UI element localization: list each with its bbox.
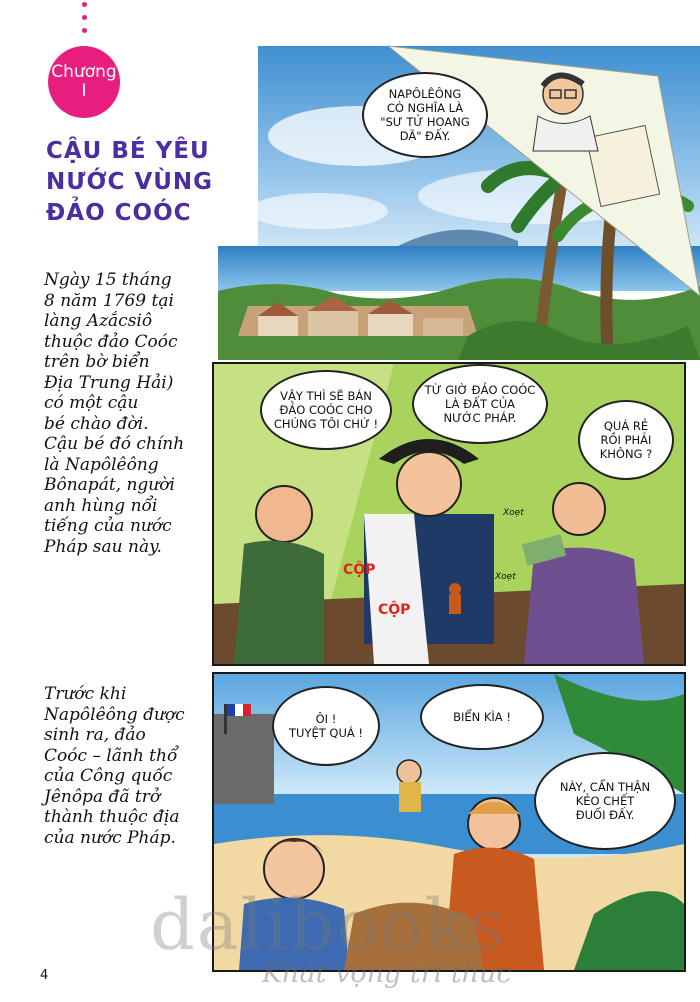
text-line: Pháp sau này. <box>44 536 162 557</box>
text-line: Ngày 15 tháng <box>44 270 172 290</box>
text-line: 8 năm 1769 tại <box>44 290 174 311</box>
speech-bubble-wow <box>272 686 380 766</box>
bubble-line: KHÔNG ? <box>599 447 653 461</box>
speech-bubble-careful <box>534 752 676 850</box>
chapter-title <box>46 136 216 229</box>
watermark-logo: dalibooks <box>150 884 507 966</box>
intro-paragraph <box>44 270 214 557</box>
bubble-line: TỪ GIỜ ĐẢO COÓC <box>424 383 536 397</box>
decorative-dots <box>82 2 88 41</box>
bubble-line: KẺO CHẾT <box>575 794 635 808</box>
speech-bubble-from-now <box>412 364 548 444</box>
bubble-line: ĐẢO COÓC CHO <box>279 403 373 417</box>
text-line: Bônapát, người <box>44 475 175 495</box>
text-line: Jênôpa đã trở <box>44 786 161 807</box>
bubble-line: ĐUỐI ĐẤY. <box>575 808 635 822</box>
text-line: Cậu bé đó chính <box>44 434 185 454</box>
text-line: Địa Trung Hải) <box>44 372 174 393</box>
title-line: NƯỚC VÙNG <box>46 169 214 195</box>
text-line: tiếng của nước <box>44 516 172 536</box>
text-line: thuộc đảo Coóc <box>44 331 178 352</box>
bubble-line: CÓ NGHĨA LÀ <box>386 101 464 115</box>
bubble-line: BIỂN KÌA ! <box>453 710 511 724</box>
bubble-line: TUYỆT QUÁ ! <box>288 726 363 740</box>
bubble-line: RỒI PHẢI <box>600 433 652 447</box>
bubble-line: NAPÔLÊÔNG <box>388 87 462 101</box>
bubble-line: ÔI ! <box>315 712 337 726</box>
bubble-line: NÀY, CẨN THẬN <box>559 780 651 794</box>
rustle-sound-2: Xoẹt <box>495 572 516 582</box>
bubble-line: VẬY THÌ SẼ BÁN <box>280 389 372 403</box>
speech-bubble-sell <box>260 370 392 450</box>
speech-bubble-cheap <box>578 400 674 480</box>
text-line: Trước khi <box>44 684 127 704</box>
bubble-line: DÃ" ĐẤY. <box>399 129 451 143</box>
text-line: Napôlêông được <box>44 704 185 725</box>
chapter-word: Chương <box>51 62 117 82</box>
title-line: CẬU BÉ YÊU <box>46 138 210 164</box>
chapter-badge <box>48 46 120 118</box>
text-line: của nước Pháp. <box>44 827 176 848</box>
text-line: thành thuộc địa <box>44 807 180 827</box>
chapter-number: I <box>81 81 87 101</box>
speech-bubble-sea <box>420 684 544 750</box>
history-paragraph <box>44 684 214 848</box>
text-line: Coóc – lãnh thổ <box>44 745 178 766</box>
page-number: 4 <box>40 968 49 983</box>
rustle-sound-1: Xoẹt <box>503 508 524 518</box>
bubble-line: NƯỚC PHÁP. <box>443 411 517 425</box>
text-line: của Công quốc <box>44 766 173 786</box>
bubble-line: CHÚNG TÔI CHỨ ! <box>273 417 379 431</box>
text-line: bé chào đời. <box>44 413 149 434</box>
text-line: làng Azắcsiô <box>44 311 153 331</box>
text-line: có một cậu <box>44 393 139 413</box>
title-line: ĐẢO COÓC <box>46 200 192 226</box>
stamp-sound-1: CỘP <box>343 562 376 578</box>
bubble-line: LÀ ĐẤT CỦA <box>445 397 515 411</box>
stamp-sound-2: CỘP <box>378 602 411 618</box>
text-line: là Napôlêông <box>44 454 159 475</box>
bubble-line: "SƯ TỬ HOANG <box>380 115 470 129</box>
bubble-line: QUÁ RẺ <box>603 419 649 433</box>
text-line: anh hùng nổi <box>44 495 158 516</box>
watermark-tagline: Khát vọng tri thức <box>262 958 512 989</box>
text-line: sinh ra, đảo <box>44 725 146 745</box>
text-line: trên bờ biển <box>44 352 150 372</box>
speech-bubble-narrator <box>362 72 488 158</box>
